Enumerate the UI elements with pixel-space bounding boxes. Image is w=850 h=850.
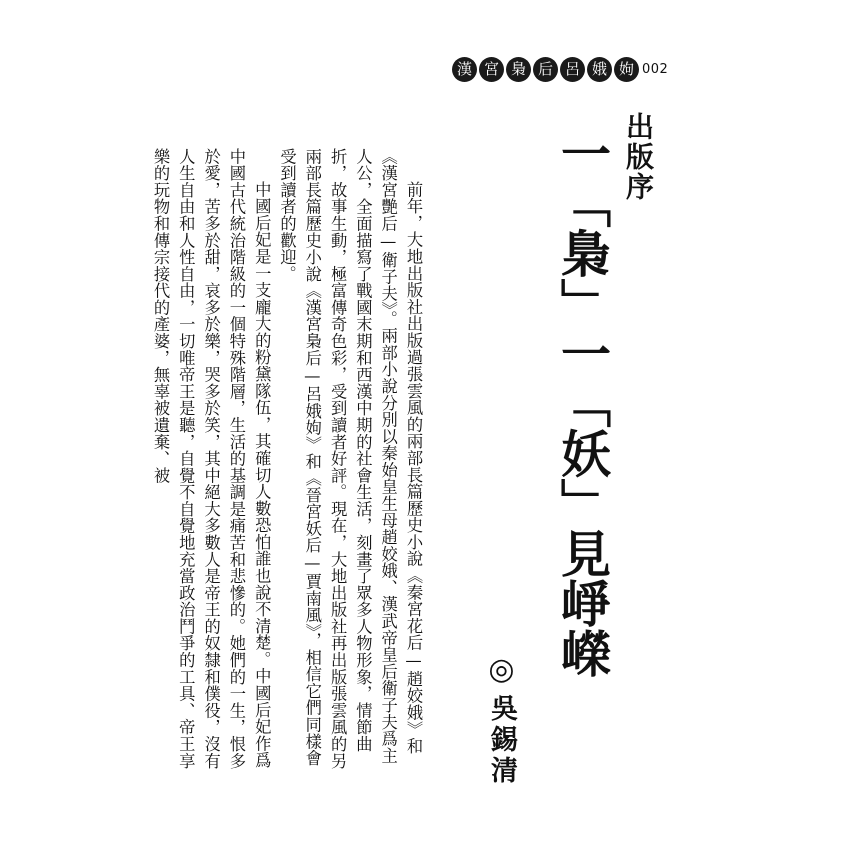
title-char: 梟 (506, 57, 531, 82)
title-char: 姁 (614, 57, 639, 82)
title-char: 宮 (479, 57, 504, 82)
book-title (452, 57, 639, 82)
body-paragraph: 中國后妃是一支龐大的粉黛隊伍，其確切人數恐怕誰也說不清楚。中國后妃作爲中國古代統治階級的一個特殊階層，生活的基調是痛苦和悲慘的。她們的一生，恨多於愛，苦多於甜，哀多於樂，哭多於笑，其中絕大多數人是帝王的奴隸和僕役，沒有人生自由和人性自由，一切唯帝王是聽，自覺不自覺地充當政治鬥爭的工具、帝王享樂的玩物和傳宗接代的產婆，無辜被遺棄、被 (151, 148, 272, 770)
section-label: 出版序 (622, 112, 655, 202)
author-bullet: ◎ (484, 652, 519, 687)
title-char: 后 (533, 57, 558, 82)
running-header (452, 54, 668, 84)
author-name: 吳錫清 (486, 694, 517, 787)
page-number: 002 (642, 61, 669, 77)
title-char: 娥 (587, 57, 612, 82)
preface-body (151, 148, 426, 780)
preface-title: 一「梟」一「妖」見崢嶸 (553, 128, 611, 678)
body-paragraph: 前年，大地出版社出版過張雲風的兩部長篇歷史小說《秦宮花后—趙姣娥》和《漢宮艷后—衛子夫》。兩部小說分別以秦始皇生母趙姣娥、漢武帝皇后衛子夫爲主人公，全面描寫了戰國末期和西漢中期的社會生活，刻畫了眾多人物形象，情節曲折，故事生動，極富傳奇色彩，受到讀者好評。現在，大地出版社再出版張雲風的另兩部長篇歷史小說《漢宮梟后—呂娥姁》和《晉宮妖后—賈南風》，相信它們同樣會受到讀者的歡迎。 (277, 148, 423, 770)
title-char: 呂 (560, 57, 585, 82)
title-char: 漢 (452, 57, 477, 82)
